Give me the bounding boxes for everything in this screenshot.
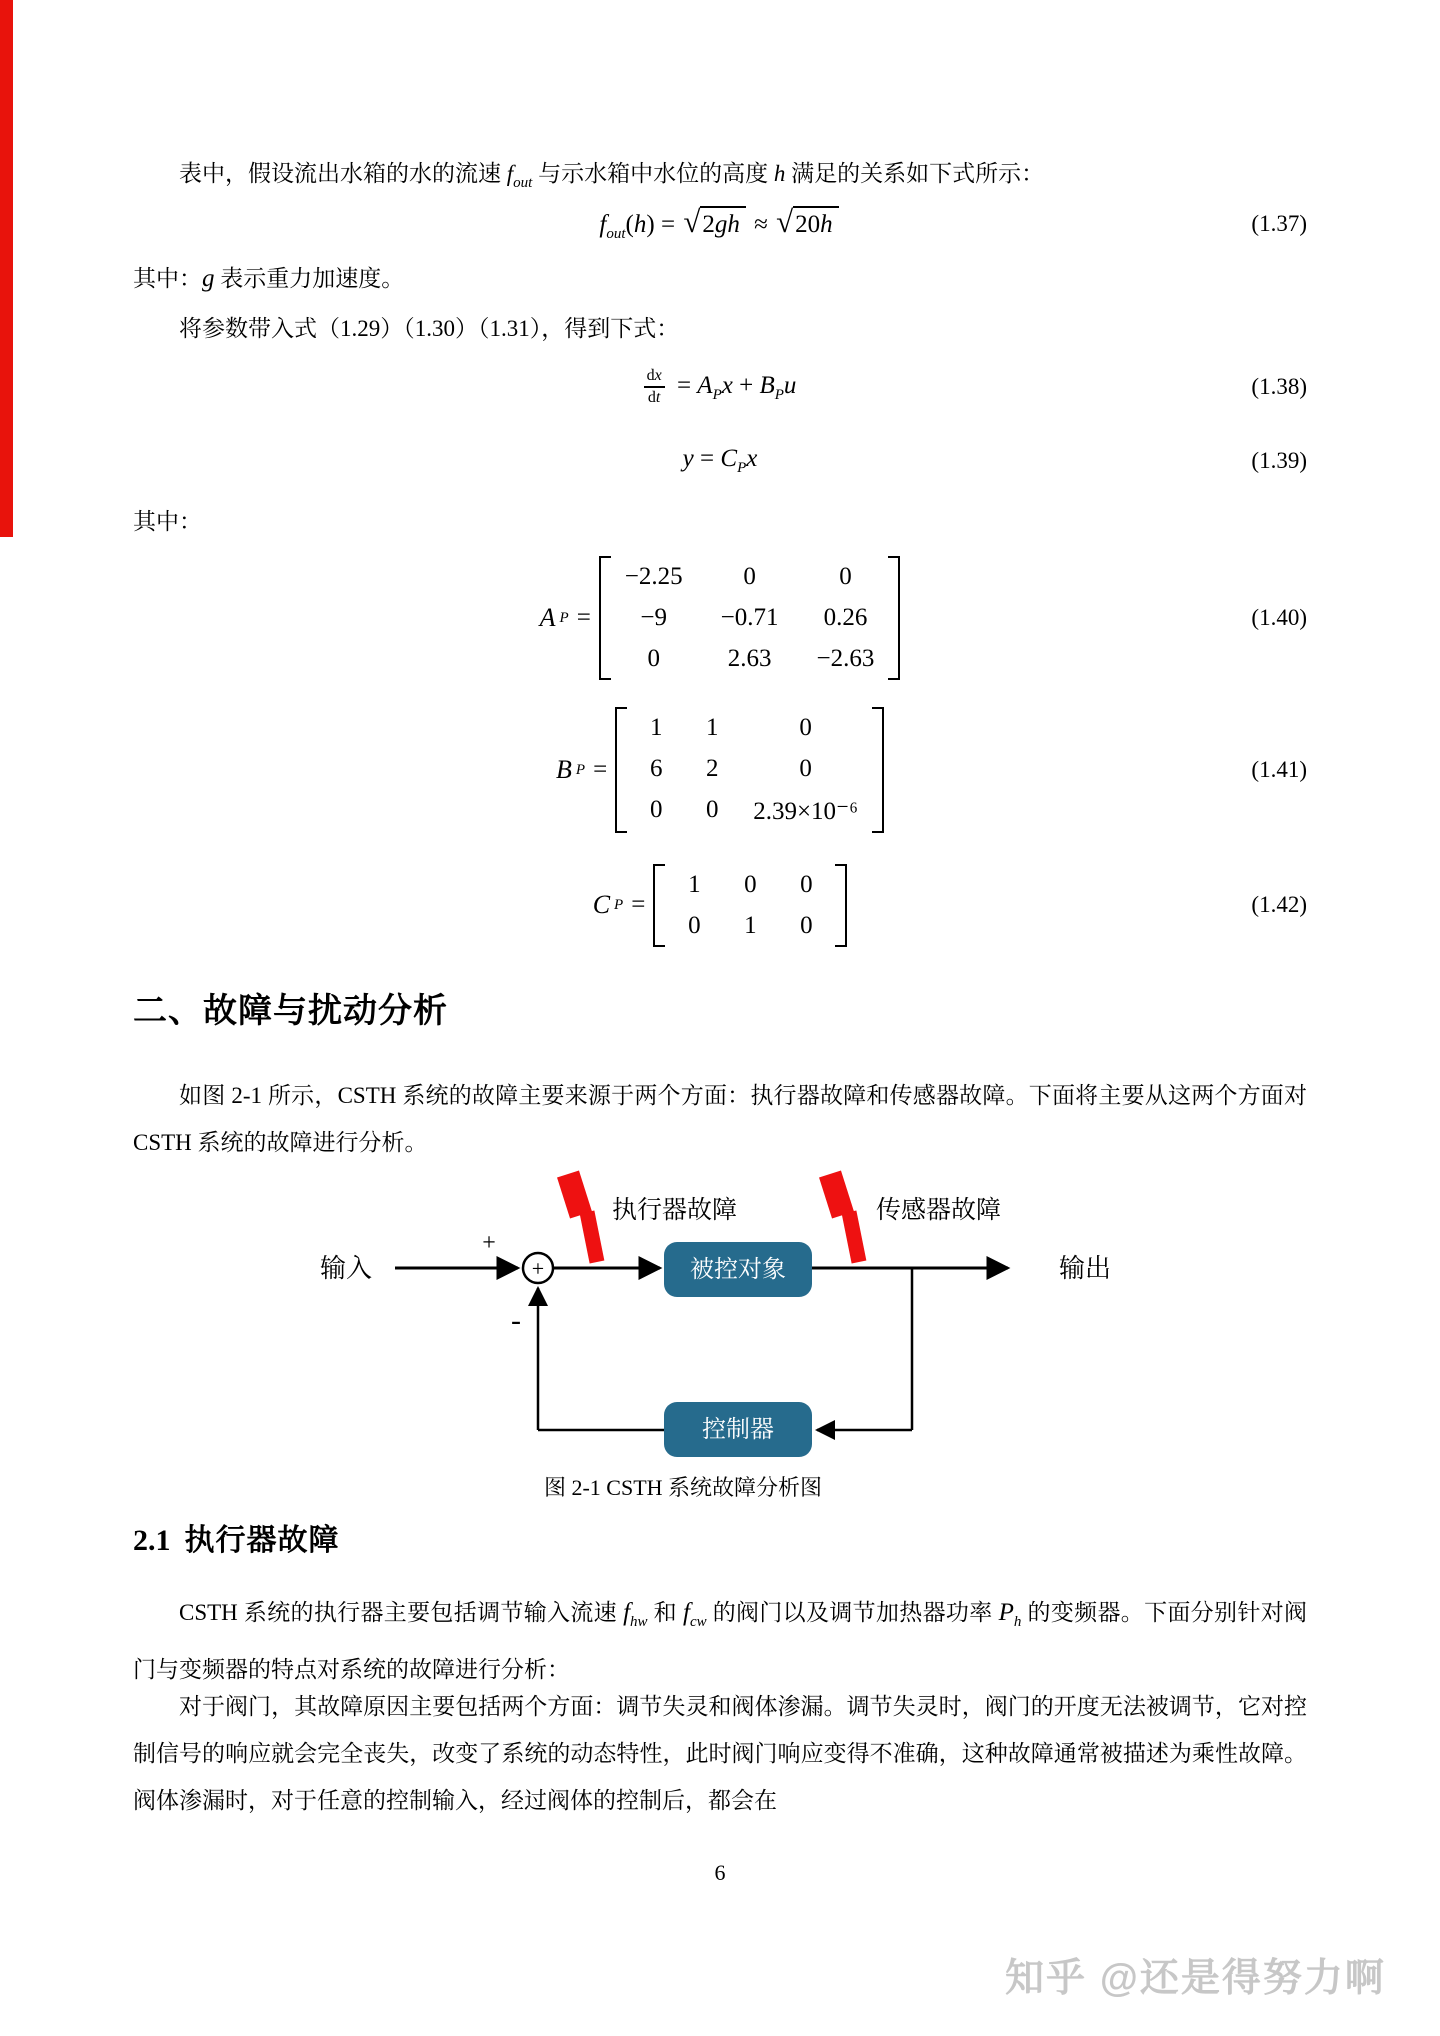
- math-fcw-sub: cw: [689, 1614, 707, 1630]
- red-edge-strip: [0, 0, 13, 537]
- matrix-cell: 0: [705, 796, 719, 823]
- actuator-fault-label: 执行器故障: [612, 1197, 738, 1224]
- math-h: h: [773, 161, 786, 186]
- eq137-approx: ≈: [747, 210, 775, 238]
- plant-label: 被控对象: [690, 1257, 786, 1283]
- bracket-right: [888, 556, 900, 680]
- p21a-text-1: CSTH 系统的执行器主要包括调节输入流速: [179, 1600, 624, 1625]
- matrix-cell: 0: [799, 714, 812, 741]
- matrix-cell: 2.39×10⁻⁶: [753, 798, 858, 825]
- plus-sign-label: +: [482, 1230, 496, 1256]
- where-text: 其中：: [133, 509, 202, 534]
- eq139-equals: =: [693, 445, 721, 472]
- equation-number-1-39: (1.39): [1251, 448, 1307, 473]
- radical-1: [683, 203, 746, 239]
- matrix-AP: [599, 556, 901, 680]
- equation-1-41-body: [556, 707, 884, 833]
- eq137-f: f: [599, 210, 607, 238]
- eq138-plus: +: [732, 371, 760, 399]
- substitute-text: 将参数带入式（1.29）（1.30）（1.31），得到下式：: [179, 316, 680, 341]
- eq141-label: B: [556, 755, 572, 784]
- eq138-A: A: [697, 371, 713, 399]
- eq137-paren-open: (: [625, 210, 634, 238]
- matrix-cell: 0: [800, 870, 813, 898]
- bracket-left: [615, 707, 627, 833]
- eq138-Asub: P: [712, 386, 722, 403]
- matrix-cell: 1: [688, 870, 701, 898]
- eq141-label-sub: P: [575, 761, 586, 778]
- intro-text-1: 表中，假设流出水箱的水的流速: [179, 161, 507, 186]
- bracket-left: [653, 864, 665, 947]
- line-substitute: [133, 305, 1307, 352]
- matrix-cell: 0.26: [823, 604, 868, 631]
- eq137-r1v: gh: [714, 210, 740, 238]
- math-ph-sub: h: [1013, 1614, 1022, 1630]
- page-number: 6: [714, 1860, 726, 1885]
- matrix-cell: 0: [799, 755, 812, 782]
- intro-text-2: 与示水箱中水位的高度: [532, 161, 774, 186]
- radical-symbol: √: [683, 203, 701, 239]
- paragraph-section-2: 如图 2-1 所示，CSTH 系统的故障主要来源于两个方面：执行器故障和传感器故障。下面将主要从这两个方面对 CSTH 系统的故障进行分析。: [133, 1083, 1307, 1155]
- eq142-equals: =: [631, 891, 646, 918]
- equation-1-40: [133, 548, 1307, 688]
- matrix-cell: 0: [688, 911, 701, 939]
- equation-1-42-body: [593, 864, 848, 947]
- sensor-fault-label: 传感器故障: [876, 1197, 1002, 1224]
- math-fhw-sub: hw: [630, 1614, 648, 1630]
- eq139-Csub: P: [737, 460, 747, 476]
- eq140-label: A: [539, 603, 556, 632]
- paragraph-2-1-a: [133, 1589, 1307, 1693]
- section-2-1-title: 执行器故障: [184, 1524, 340, 1557]
- matrix-cell: 2: [705, 755, 719, 782]
- matrix-cell: −2.63: [816, 645, 875, 672]
- equation-1-39-body: [683, 445, 758, 477]
- matrix-cell: 1: [705, 714, 719, 741]
- p21a-text-4: 的变频器。下面分别针对阀门与变频器的特点对系统的故障进行分析：: [133, 1600, 1308, 1682]
- fraction-dxdt: [644, 367, 665, 408]
- matrix-cell: 0: [744, 870, 757, 898]
- equation-number-1-40: (1.40): [1251, 605, 1307, 630]
- equation-1-41: [133, 700, 1307, 840]
- section-2-1-heading: [133, 1515, 340, 1559]
- matrix-CP: [653, 864, 847, 947]
- matrix-cell: 1: [649, 714, 663, 741]
- eq140-label-sub: P: [559, 609, 569, 626]
- eq137-h: h: [633, 210, 647, 238]
- gravity-text-2: 表示重力加速度。: [214, 266, 405, 291]
- csth-fault-block-diagram: [180, 1170, 1130, 1470]
- line-gravity: [133, 255, 1307, 302]
- equation-number-1-41: (1.41): [1251, 757, 1307, 782]
- equation-1-38-body: [644, 367, 797, 408]
- equation-1-37-body: [599, 203, 840, 243]
- eq140-equals: =: [576, 604, 591, 631]
- math-fhw: f: [623, 1599, 631, 1626]
- radical-symbol: √: [776, 203, 794, 239]
- eq137-equals: ) =: [646, 210, 682, 238]
- matrix-cell: −2.25: [624, 563, 683, 590]
- figure-caption: 图 2-1 CSTH 系统故障分析图: [543, 1475, 823, 1500]
- actuator-fault-bolt-icon: [568, 1174, 597, 1262]
- eq137-r2n: 20: [795, 210, 821, 238]
- matrix-BP: [615, 707, 884, 833]
- junction-plus-sign: +: [531, 1256, 545, 1281]
- equation-number-1-37: (1.37): [1251, 211, 1307, 236]
- p21a-text-2: 和: [647, 1600, 684, 1625]
- eq138-d2: d: [647, 389, 656, 406]
- eq138-t: t: [655, 389, 661, 406]
- math-fcw: f: [683, 1599, 690, 1626]
- equation-1-39: [133, 436, 1307, 486]
- matrix-cell: 0: [647, 645, 660, 672]
- radical-2: [776, 203, 839, 239]
- eq139-y: y: [682, 445, 694, 472]
- line-where: [133, 498, 1307, 545]
- matrix-cell: 0: [649, 796, 663, 823]
- equation-1-37: [133, 196, 1307, 252]
- eq138-u: u: [783, 371, 797, 399]
- input-label: 输入: [319, 1254, 373, 1283]
- eq138-d1: d: [646, 366, 655, 384]
- sensor-fault-bolt-icon: [830, 1174, 859, 1262]
- section-2-1-number: 2.1: [133, 1524, 171, 1557]
- eq138-B: B: [759, 371, 775, 399]
- eq139-C: C: [720, 445, 738, 472]
- paragraph-2-1-b: 对于阀门，其故障原因主要包括两个方面：调节失灵和阀体渗漏。调节失灵时，阀门的开度无法被调节，它对控制信号的响应就会完全丧失，改变了系统的动态特性，此时阀门响应变得不准确，这种故障通常被描述为乘性故障。阀体渗漏时，对于任意的控制输入，经过阀体的控制后，都会在: [133, 1694, 1307, 1813]
- matrix-cell: −0.71: [720, 604, 779, 631]
- bracket-right: [872, 707, 884, 833]
- eq138-equals: =: [670, 371, 698, 399]
- equation-1-38: [133, 358, 1307, 416]
- equation-number-1-42: (1.42): [1251, 892, 1307, 917]
- math-g: g: [202, 265, 215, 292]
- eq137-fsub: out: [606, 225, 626, 242]
- eq138-x: x: [721, 371, 733, 399]
- matrix-cell: 1: [744, 911, 757, 939]
- equation-number-1-38: (1.38): [1251, 374, 1307, 399]
- eq138-Bsub: P: [774, 386, 784, 403]
- section-2-heading: 二、故障与扰动分析: [133, 992, 448, 1030]
- eq137-r1n: 2: [702, 210, 715, 238]
- output-label: 输出: [1058, 1254, 1112, 1283]
- equation-1-40-body: [540, 556, 901, 680]
- math-f-sub: out: [513, 175, 533, 191]
- intro-text-3: 满足的关系如下式所示：: [785, 161, 1045, 186]
- minus-sign-label: -: [511, 1304, 521, 1337]
- bracket-right: [835, 864, 847, 947]
- eq138-x1: x: [654, 366, 662, 384]
- equation-1-42: [133, 858, 1307, 952]
- eq142-label-sub: P: [614, 896, 624, 913]
- matrix-cell: −9: [640, 604, 668, 631]
- eq142-label: C: [592, 890, 611, 919]
- watermark: 知乎 @还是得努力啊: [1005, 1957, 1386, 2000]
- matrix-cell: 0: [839, 563, 852, 590]
- p21a-text-3: 的阀门以及调节加热器功率: [706, 1600, 999, 1625]
- eq137-r2v: h: [820, 210, 833, 238]
- math-f: f: [506, 161, 514, 186]
- bracket-left: [599, 556, 611, 680]
- controller-label: 控制器: [702, 1417, 774, 1443]
- matrix-cell: 2.63: [727, 645, 772, 672]
- eq141-equals: =: [593, 756, 608, 783]
- matrix-cell: 6: [649, 755, 663, 782]
- math-ph: P: [998, 1599, 1014, 1626]
- eq139-x: x: [746, 445, 758, 472]
- matrix-cell: 0: [743, 563, 756, 590]
- gravity-text-1: 其中：: [133, 266, 202, 291]
- matrix-cell: 0: [800, 911, 813, 939]
